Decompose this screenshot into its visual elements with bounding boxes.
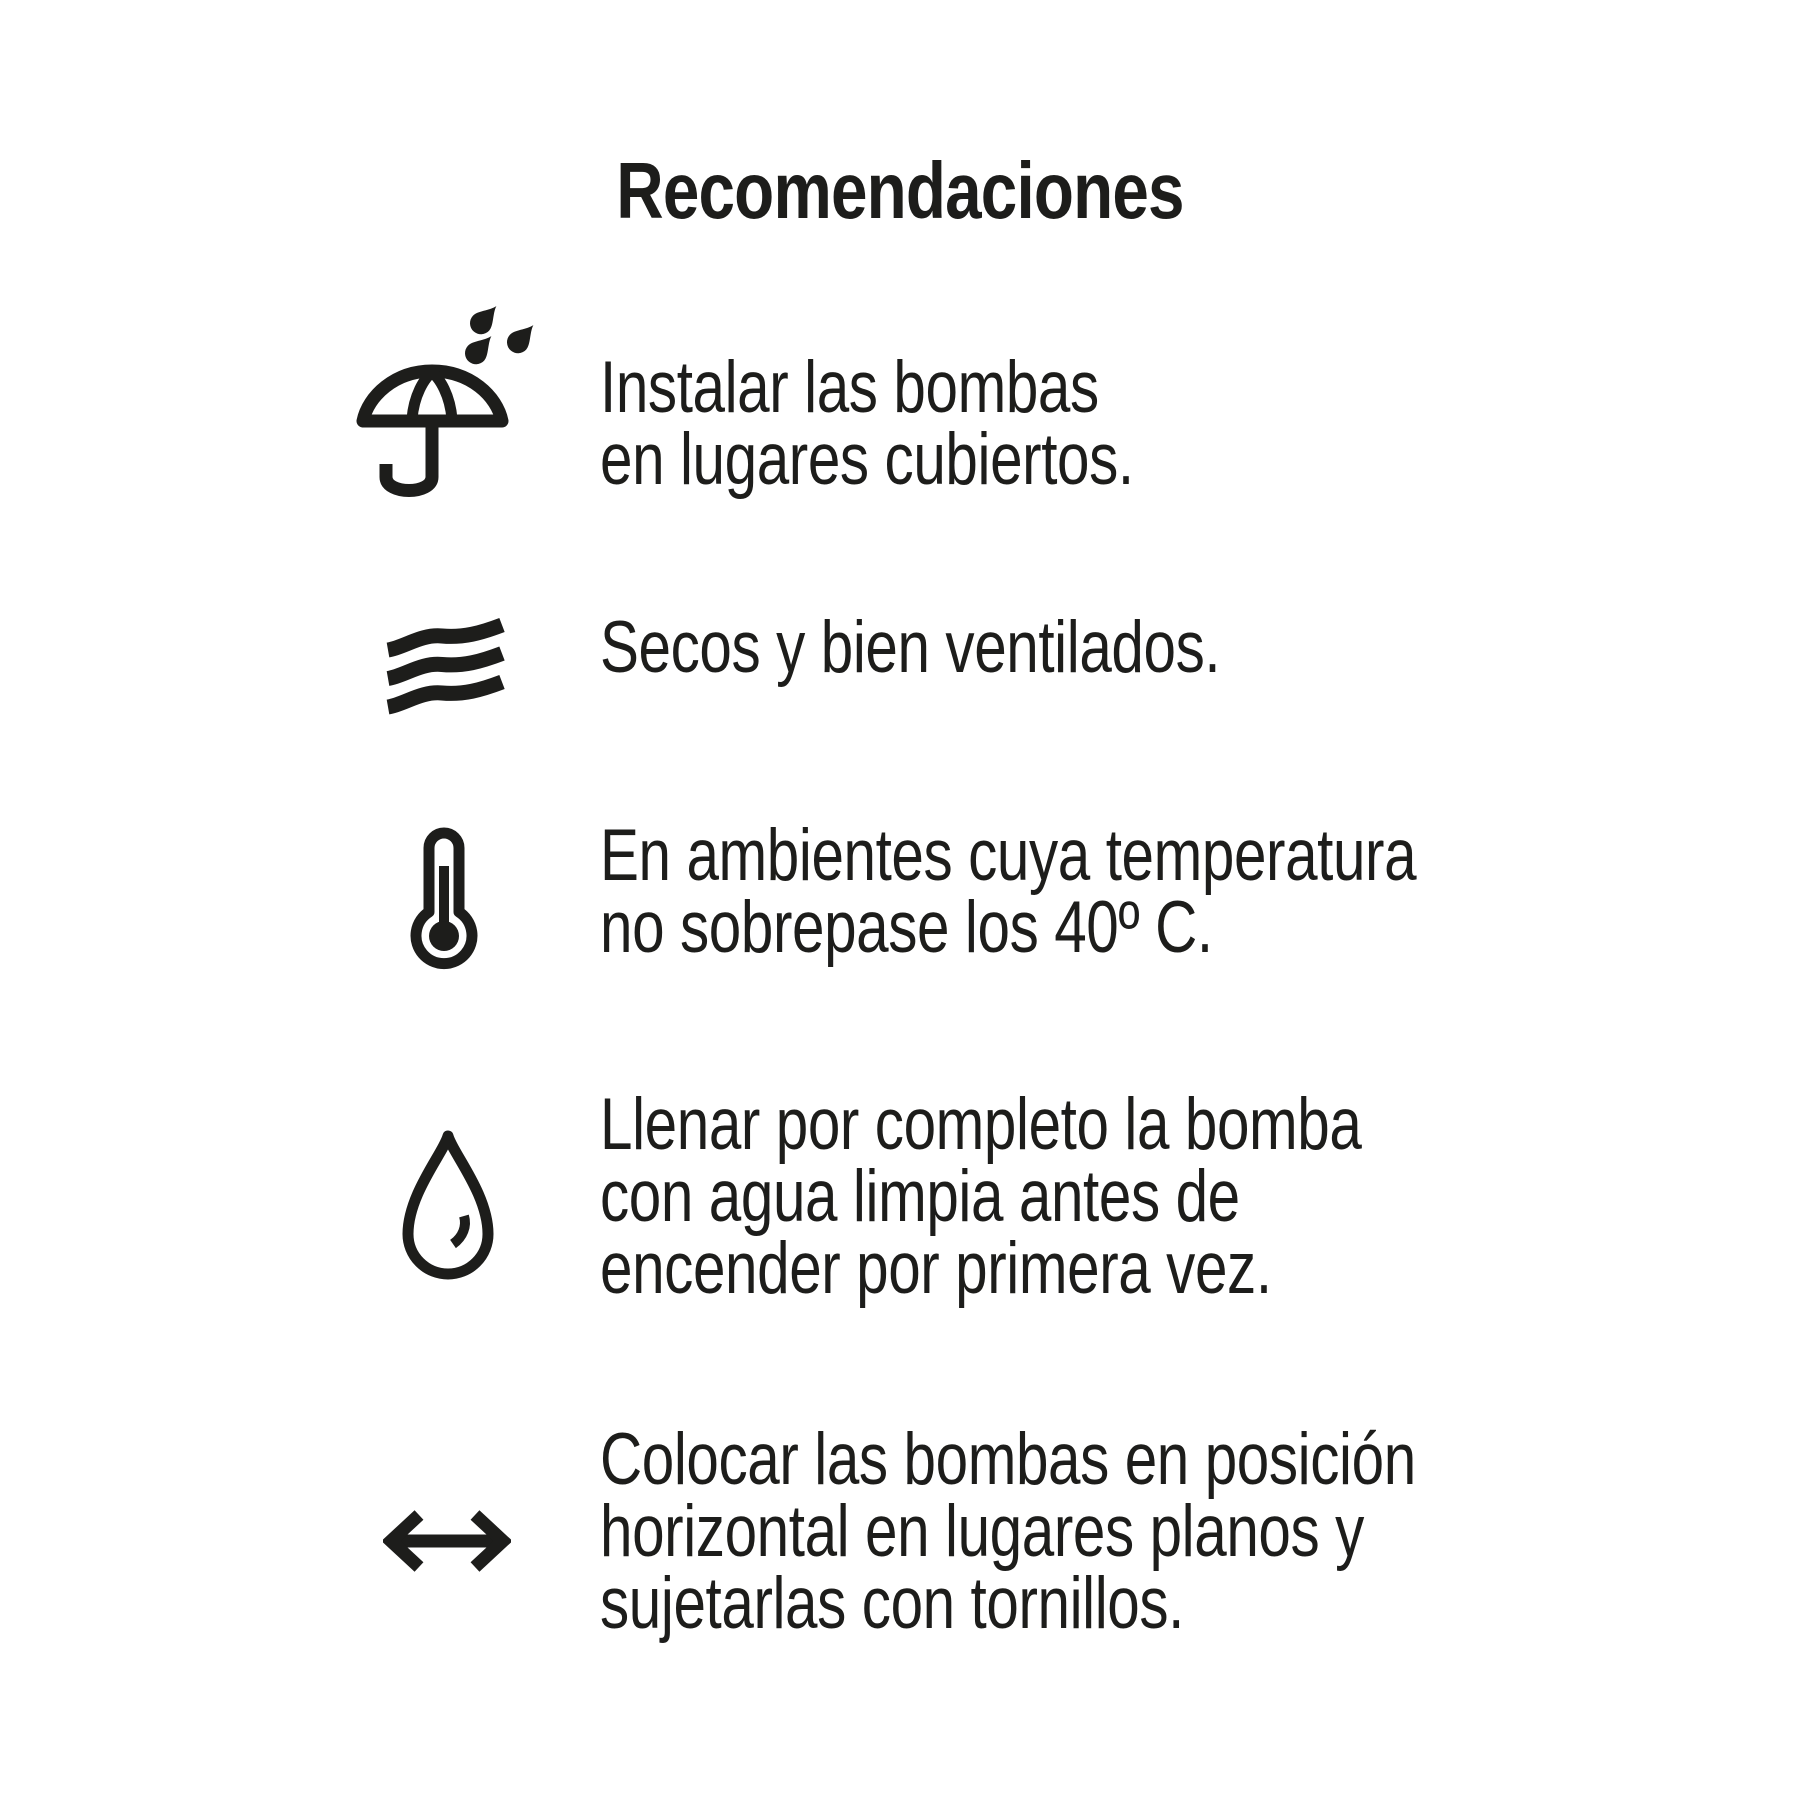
recommendation-line: horizontal en lugares planos y [600, 1491, 1364, 1572]
recommendation-text-fill [600, 1084, 1362, 1309]
recommendation-line: no sobrepase los 40º C. [600, 887, 1213, 968]
recommendation-text-horizontal [600, 1419, 1416, 1644]
horizontal-double-arrow-icon [383, 1503, 511, 1579]
thermometer-icon [405, 826, 485, 978]
umbrella-rain-icon [350, 295, 540, 510]
recommendation-line: sujetarlas con tornillos. [600, 1563, 1185, 1644]
ventilation-waves-icon [385, 612, 505, 718]
recommendation-line: con agua limpia antes de [600, 1156, 1240, 1237]
recommendation-line: Instalar las bombas [600, 347, 1099, 428]
recommendation-text-temperature [600, 815, 1417, 968]
recommendation-line: encender por primera vez. [600, 1228, 1272, 1309]
page-title: Recomendaciones [616, 146, 1184, 235]
water-drop-icon [398, 1124, 498, 1286]
recommendation-text-covered [600, 347, 1134, 500]
recommendation-line: Colocar las bombas en posición [600, 1419, 1416, 1500]
recommendation-line: en lugares cubiertos. [600, 419, 1134, 500]
recommendation-line: En ambientes cuya temperatura [600, 815, 1417, 896]
recommendation-line: Llenar por completo la bomba [600, 1084, 1362, 1165]
recommendation-text-dry [600, 607, 1221, 688]
recommendation-line: Secos y bien ventilados. [600, 607, 1221, 688]
